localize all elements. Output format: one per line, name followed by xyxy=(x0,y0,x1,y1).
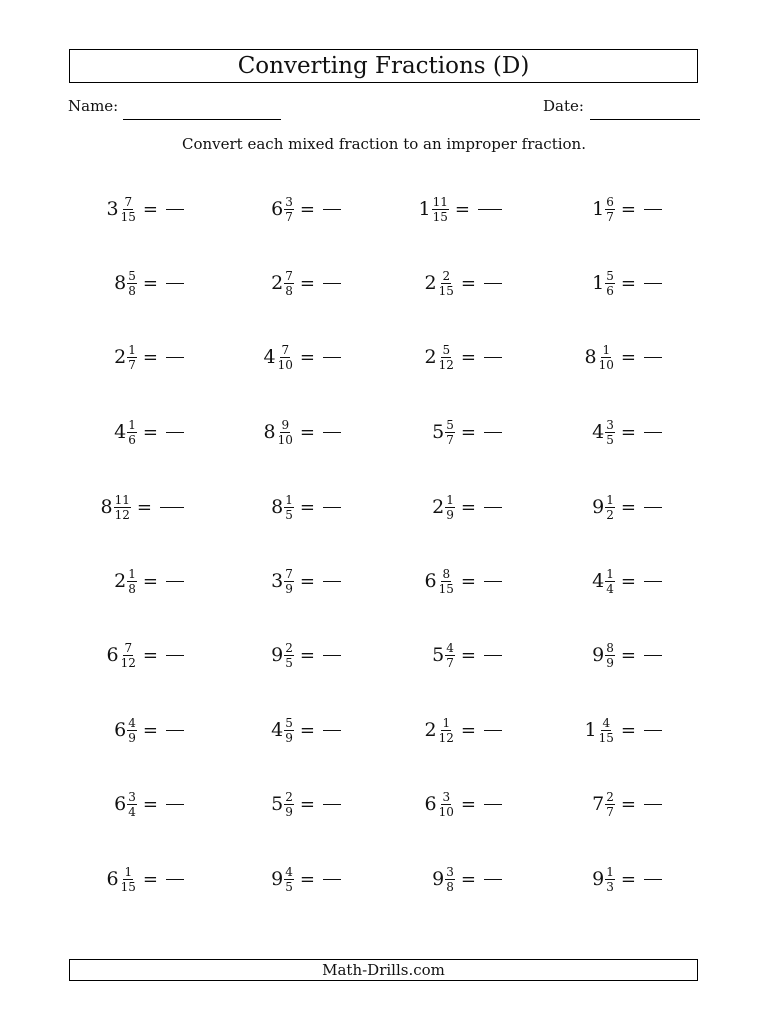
answer-blank[interactable] xyxy=(484,655,502,656)
equals-sign: = xyxy=(142,644,158,666)
answer-blank[interactable] xyxy=(166,581,184,582)
whole-number: 7 xyxy=(592,793,605,815)
equals-sign: = xyxy=(620,272,636,294)
fraction xyxy=(605,494,615,521)
whole-number: 2 xyxy=(424,719,437,741)
equals-sign: = xyxy=(142,346,158,368)
whole-number: 2 xyxy=(424,272,437,294)
denominator: 9 xyxy=(128,730,136,745)
denominator: 12 xyxy=(438,730,454,745)
answer-blank[interactable] xyxy=(166,804,184,805)
denominator: 7 xyxy=(606,209,614,224)
numerator: 4 xyxy=(602,715,611,730)
problem-item xyxy=(271,635,341,675)
numerator: 7 xyxy=(285,268,293,283)
equals-sign: = xyxy=(142,272,158,294)
equals-sign: = xyxy=(460,644,476,666)
fraction xyxy=(127,419,137,446)
answer-blank[interactable] xyxy=(323,655,341,656)
problem-item xyxy=(114,337,184,377)
problem-item xyxy=(592,561,662,601)
numerator: 1 xyxy=(124,864,133,879)
footer-credit: Math-Drills.com xyxy=(69,959,698,981)
numerator: 4 xyxy=(446,640,454,655)
denominator: 8 xyxy=(285,283,293,298)
numerator: 1 xyxy=(602,342,611,357)
denominator: 10 xyxy=(598,357,614,372)
fraction xyxy=(445,642,455,669)
denominator: 12 xyxy=(120,655,136,670)
problem-item xyxy=(425,337,502,377)
numerator: 4 xyxy=(128,715,136,730)
answer-blank[interactable] xyxy=(323,730,341,731)
numerator: 11 xyxy=(114,492,130,507)
problem-item xyxy=(114,561,184,601)
problem-item xyxy=(114,412,184,452)
whole-number: 5 xyxy=(432,421,445,443)
equals-sign: = xyxy=(460,793,476,815)
numerator: 1 xyxy=(606,864,614,879)
whole-number: 6 xyxy=(424,570,437,592)
fraction xyxy=(598,344,615,371)
whole-number: 8 xyxy=(100,496,113,518)
answer-blank[interactable] xyxy=(644,507,662,508)
fraction xyxy=(605,642,615,669)
equals-sign: = xyxy=(620,644,636,666)
denominator: 9 xyxy=(285,581,293,596)
denominator: 12 xyxy=(114,507,130,522)
denominator: 5 xyxy=(285,655,293,670)
fraction xyxy=(605,419,615,446)
whole-number: 2 xyxy=(271,272,284,294)
numerator: 4 xyxy=(285,864,293,879)
problem-item xyxy=(419,189,502,229)
answer-blank[interactable] xyxy=(484,432,502,433)
answer-blank[interactable] xyxy=(478,209,502,210)
answer-blank[interactable] xyxy=(323,432,341,433)
answer-blank[interactable] xyxy=(484,283,502,284)
denominator: 5 xyxy=(285,507,293,522)
answer-blank[interactable] xyxy=(323,879,341,880)
equals-sign: = xyxy=(460,570,476,592)
equals-sign: = xyxy=(142,421,158,443)
answer-blank[interactable] xyxy=(323,507,341,508)
denominator: 4 xyxy=(128,804,136,819)
problem-item xyxy=(592,859,662,899)
fraction xyxy=(438,791,455,818)
problem-item xyxy=(101,487,184,527)
equals-sign: = xyxy=(620,868,636,890)
problem-item xyxy=(114,263,184,303)
denominator: 9 xyxy=(285,804,293,819)
fraction xyxy=(605,568,615,595)
answer-blank[interactable] xyxy=(160,507,184,508)
fraction xyxy=(438,344,455,371)
worksheet-title: Converting Fractions (D) xyxy=(69,49,698,83)
whole-number: 9 xyxy=(592,868,605,890)
denominator: 7 xyxy=(446,655,454,670)
whole-number: 6 xyxy=(114,719,127,741)
answer-blank[interactable] xyxy=(644,283,662,284)
equals-sign: = xyxy=(299,644,315,666)
whole-number: 8 xyxy=(271,496,284,518)
fraction xyxy=(284,866,294,893)
problem-item xyxy=(264,337,341,377)
fraction xyxy=(445,866,455,893)
fraction xyxy=(432,196,449,223)
problem-item xyxy=(271,487,341,527)
denominator: 4 xyxy=(606,581,614,596)
whole-number: 6 xyxy=(106,868,119,890)
equals-sign: = xyxy=(620,793,636,815)
whole-number: 9 xyxy=(432,868,445,890)
numerator: 3 xyxy=(606,417,614,432)
whole-number: 9 xyxy=(271,644,284,666)
answer-blank[interactable] xyxy=(644,655,662,656)
denominator: 5 xyxy=(606,432,614,447)
numerator: 3 xyxy=(442,789,451,804)
whole-number: 9 xyxy=(592,496,605,518)
problem-item xyxy=(107,189,184,229)
problem-item xyxy=(264,412,341,452)
instructions: Convert each mixed fraction to an improper fraction. xyxy=(181,135,586,153)
numerator: 3 xyxy=(285,194,293,209)
denominator: 10 xyxy=(277,357,293,372)
numerator: 5 xyxy=(606,268,614,283)
denominator: 3 xyxy=(606,879,614,894)
equals-sign: = xyxy=(299,272,315,294)
fraction xyxy=(127,791,137,818)
denominator: 10 xyxy=(277,432,293,447)
numerator: 11 xyxy=(432,194,448,209)
numerator: 1 xyxy=(285,492,293,507)
whole-number: 6 xyxy=(424,793,437,815)
fraction xyxy=(120,642,137,669)
equals-sign: = xyxy=(620,346,636,368)
numerator: 1 xyxy=(446,492,454,507)
problem-item xyxy=(425,784,502,824)
denominator: 7 xyxy=(606,804,614,819)
problem-item xyxy=(271,189,341,229)
whole-number: 4 xyxy=(592,421,605,443)
equals-sign: = xyxy=(460,346,476,368)
denominator: 9 xyxy=(446,507,454,522)
whole-number: 4 xyxy=(114,421,127,443)
whole-number: 4 xyxy=(263,346,276,368)
numerator: 5 xyxy=(442,342,451,357)
answer-blank[interactable] xyxy=(166,879,184,880)
fraction xyxy=(445,494,455,521)
whole-number: 8 xyxy=(263,421,276,443)
equals-sign: = xyxy=(460,868,476,890)
equals-sign: = xyxy=(142,198,158,220)
equals-sign: = xyxy=(454,198,470,220)
problem-item xyxy=(425,710,502,750)
answer-blank[interactable] xyxy=(644,581,662,582)
numerator: 9 xyxy=(281,417,290,432)
whole-number: 8 xyxy=(114,272,127,294)
numerator: 2 xyxy=(606,789,614,804)
fraction xyxy=(284,196,294,223)
denominator: 15 xyxy=(438,283,454,298)
problem-item xyxy=(271,561,341,601)
answer-blank[interactable] xyxy=(644,804,662,805)
answer-blank[interactable] xyxy=(644,879,662,880)
whole-number: 5 xyxy=(432,644,445,666)
denominator: 7 xyxy=(446,432,454,447)
equals-sign: = xyxy=(620,198,636,220)
whole-number: 8 xyxy=(584,346,597,368)
problem-item xyxy=(432,412,502,452)
problem-item xyxy=(425,561,502,601)
equals-sign: = xyxy=(299,198,315,220)
numerator: 2 xyxy=(285,789,293,804)
problem-item xyxy=(432,635,502,675)
numerator: 6 xyxy=(606,194,614,209)
fraction xyxy=(445,419,455,446)
equals-sign: = xyxy=(299,793,315,815)
whole-number: 3 xyxy=(271,570,284,592)
problem-item xyxy=(107,859,184,899)
whole-number: 1 xyxy=(592,272,605,294)
equals-sign: = xyxy=(620,570,636,592)
fraction xyxy=(120,866,137,893)
equals-sign: = xyxy=(136,496,152,518)
denominator: 8 xyxy=(128,581,136,596)
whole-number: 9 xyxy=(271,868,284,890)
fraction xyxy=(284,717,294,744)
answer-blank[interactable] xyxy=(323,581,341,582)
whole-number: 1 xyxy=(584,719,597,741)
fraction xyxy=(284,270,294,297)
equals-sign: = xyxy=(460,719,476,741)
denominator: 6 xyxy=(128,432,136,447)
numerator: 1 xyxy=(442,715,451,730)
answer-blank[interactable] xyxy=(166,730,184,731)
fraction xyxy=(277,419,294,446)
answer-blank[interactable] xyxy=(484,879,502,880)
whole-number: 2 xyxy=(432,496,445,518)
fraction xyxy=(438,717,455,744)
fraction xyxy=(605,196,615,223)
denominator: 15 xyxy=(432,209,448,224)
denominator: 15 xyxy=(120,209,136,224)
fraction xyxy=(284,642,294,669)
whole-number: 5 xyxy=(271,793,284,815)
numerator: 7 xyxy=(281,342,290,357)
problem-item xyxy=(114,710,184,750)
answer-blank[interactable] xyxy=(484,730,502,731)
numerator: 2 xyxy=(285,640,293,655)
denominator: 15 xyxy=(598,730,614,745)
problem-item xyxy=(432,859,502,899)
problem-item xyxy=(107,635,184,675)
problem-item xyxy=(592,412,662,452)
problem-item xyxy=(592,635,662,675)
problem-item xyxy=(585,710,662,750)
answer-blank[interactable] xyxy=(323,357,341,358)
answer-blank[interactable] xyxy=(484,804,502,805)
problem-item xyxy=(271,784,341,824)
problem-item xyxy=(271,859,341,899)
denominator: 7 xyxy=(128,357,136,372)
fraction xyxy=(277,344,294,371)
fraction xyxy=(127,344,137,371)
equals-sign: = xyxy=(460,272,476,294)
denominator: 6 xyxy=(606,283,614,298)
fraction xyxy=(284,791,294,818)
fraction xyxy=(605,270,615,297)
numerator: 1 xyxy=(606,492,614,507)
whole-number: 2 xyxy=(114,346,127,368)
numerator: 8 xyxy=(606,640,614,655)
problem-item xyxy=(592,487,662,527)
fraction xyxy=(114,494,131,521)
whole-number: 1 xyxy=(418,198,431,220)
numerator: 5 xyxy=(285,715,293,730)
equals-sign: = xyxy=(460,421,476,443)
answer-blank[interactable] xyxy=(644,730,662,731)
denominator: 10 xyxy=(438,804,454,819)
denominator: 9 xyxy=(606,655,614,670)
numerator: 7 xyxy=(285,566,293,581)
problem-item xyxy=(114,784,184,824)
answer-blank[interactable] xyxy=(166,283,184,284)
numerator: 3 xyxy=(128,789,136,804)
fraction xyxy=(605,866,615,893)
equals-sign: = xyxy=(299,421,315,443)
denominator: 8 xyxy=(446,879,454,894)
whole-number: 6 xyxy=(271,198,284,220)
answer-blank[interactable] xyxy=(484,581,502,582)
numerator: 1 xyxy=(128,417,136,432)
whole-number: 2 xyxy=(424,346,437,368)
equals-sign: = xyxy=(620,496,636,518)
answer-blank[interactable] xyxy=(166,432,184,433)
equals-sign: = xyxy=(299,496,315,518)
answer-blank[interactable] xyxy=(644,209,662,210)
answer-blank[interactable] xyxy=(323,804,341,805)
problem-item xyxy=(432,487,502,527)
whole-number: 9 xyxy=(592,644,605,666)
equals-sign: = xyxy=(620,421,636,443)
fraction xyxy=(438,270,455,297)
answer-blank[interactable] xyxy=(166,655,184,656)
denominator: 12 xyxy=(438,357,454,372)
equals-sign: = xyxy=(142,868,158,890)
numerator: 1 xyxy=(128,566,136,581)
answer-blank[interactable] xyxy=(484,357,502,358)
denominator: 5 xyxy=(285,879,293,894)
whole-number: 2 xyxy=(114,570,127,592)
fraction xyxy=(127,717,137,744)
denominator: 8 xyxy=(128,283,136,298)
equals-sign: = xyxy=(142,570,158,592)
problem-item xyxy=(585,337,662,377)
fraction xyxy=(127,568,137,595)
numerator: 3 xyxy=(446,864,454,879)
numerator: 5 xyxy=(446,417,454,432)
answer-blank[interactable] xyxy=(166,357,184,358)
answer-blank[interactable] xyxy=(323,209,341,210)
fraction xyxy=(605,791,615,818)
numerator: 1 xyxy=(128,342,136,357)
name-label: Name: xyxy=(68,97,119,115)
fraction xyxy=(120,196,137,223)
denominator: 15 xyxy=(120,879,136,894)
answer-blank[interactable] xyxy=(323,283,341,284)
problem-item xyxy=(425,263,502,303)
answer-blank[interactable] xyxy=(644,432,662,433)
numerator: 7 xyxy=(124,194,133,209)
whole-number: 3 xyxy=(106,198,119,220)
equals-sign: = xyxy=(299,868,315,890)
answer-blank[interactable] xyxy=(484,507,502,508)
fraction xyxy=(127,270,137,297)
numerator: 5 xyxy=(128,268,136,283)
denominator: 2 xyxy=(606,507,614,522)
whole-number: 4 xyxy=(271,719,284,741)
equals-sign: = xyxy=(460,496,476,518)
equals-sign: = xyxy=(299,719,315,741)
answer-blank[interactable] xyxy=(166,209,184,210)
denominator: 7 xyxy=(285,209,293,224)
numerator: 2 xyxy=(442,268,451,283)
equals-sign: = xyxy=(142,719,158,741)
numerator: 1 xyxy=(606,566,614,581)
problem-item xyxy=(592,263,662,303)
whole-number: 6 xyxy=(114,793,127,815)
equals-sign: = xyxy=(299,570,315,592)
fraction xyxy=(438,568,455,595)
problem-item xyxy=(592,784,662,824)
whole-number: 4 xyxy=(592,570,605,592)
whole-number: 6 xyxy=(106,644,119,666)
problem-item xyxy=(271,710,341,750)
equals-sign: = xyxy=(142,793,158,815)
equals-sign: = xyxy=(299,346,315,368)
denominator: 9 xyxy=(285,730,293,745)
whole-number: 1 xyxy=(592,198,605,220)
numerator: 8 xyxy=(442,566,451,581)
problem-item xyxy=(592,189,662,229)
equals-sign: = xyxy=(620,719,636,741)
date-label: Date: xyxy=(543,97,584,115)
answer-blank[interactable] xyxy=(644,357,662,358)
numerator: 7 xyxy=(124,640,133,655)
fraction xyxy=(284,494,294,521)
fraction xyxy=(284,568,294,595)
fraction xyxy=(598,717,615,744)
denominator: 15 xyxy=(438,581,454,596)
problem-item xyxy=(271,263,341,303)
